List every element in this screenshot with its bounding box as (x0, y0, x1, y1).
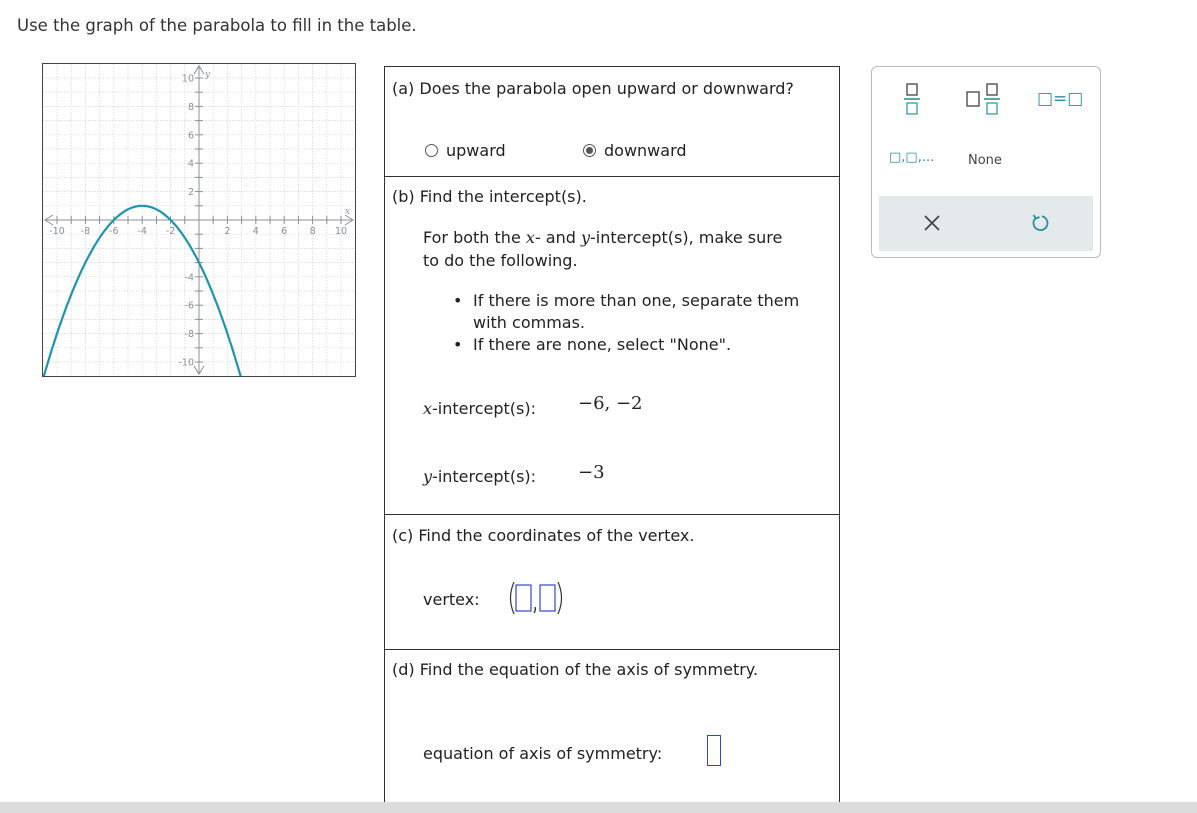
part-b-section (385, 176, 839, 515)
instr-pre: For both the (423, 228, 526, 247)
y-axis-label: y (205, 70, 211, 80)
axis-label: equation of axis of symmetry: (423, 744, 663, 763)
bullet-none: • If there are none, select "None". (473, 334, 731, 356)
radio-downward-circle[interactable] (583, 144, 596, 157)
x-tick-label: -2 (165, 226, 176, 237)
radio-upward-label: upward (446, 141, 506, 160)
y-tick-label: -6 (184, 300, 194, 312)
palette-actions (879, 196, 1093, 251)
part-d-question: (d) Find the equation of the axis of symmetry. (392, 660, 759, 679)
none-button[interactable]: None (968, 153, 1002, 168)
radio-upward-circle[interactable] (425, 144, 438, 157)
parabola-graph (42, 63, 356, 377)
part-c-section (385, 514, 839, 650)
radio-downward[interactable] (583, 141, 687, 160)
x-tick-label: 2 (224, 226, 231, 237)
x-intercept-label-text: -intercept(s): (432, 399, 537, 418)
bullet-multiple (473, 290, 799, 334)
y-tick-label: -4 (184, 272, 194, 284)
instr-line2: to do the following. (423, 251, 578, 270)
list-icon[interactable]: □,□,... (889, 150, 935, 165)
instr-post: -intercept(s), make sure (590, 228, 783, 247)
y-tick-label: 2 (187, 187, 194, 199)
instr-x-var: x (525, 228, 535, 247)
vertex-input[interactable] (506, 580, 566, 616)
x-tick-label: -10 (49, 226, 65, 237)
y-tick-label: -8 (184, 329, 194, 341)
axis-input[interactable] (707, 735, 721, 766)
part-a-question: (a) Does the parabola open upward or downward? (392, 79, 794, 98)
x-tick-label: 6 (281, 226, 288, 237)
clear-icon[interactable] (923, 214, 941, 232)
y-tick-label: -10 (178, 357, 194, 369)
x-tick-label: -4 (137, 226, 147, 237)
x-intercept-label (423, 397, 536, 420)
part-d-section (385, 649, 839, 807)
y-tick-label: 8 (187, 101, 194, 113)
radio-downward-label: downward (604, 141, 687, 160)
y-tick-label: 4 (187, 158, 194, 170)
y-intercept-label (423, 465, 536, 488)
y-intercept-var: y (423, 467, 433, 486)
vertex-label: vertex: (423, 590, 480, 609)
graph-canvas (43, 64, 355, 376)
bullet1-line1: If there is more than one, separate them (473, 291, 800, 310)
x-tick-label: 8 (309, 226, 316, 237)
fraction-icon[interactable] (902, 82, 922, 118)
y-intercept-label-text: -intercept(s): (432, 467, 537, 486)
y-tick-label: 6 (187, 130, 194, 142)
undo-icon[interactable] (1030, 213, 1050, 233)
y-tick-label: 10 (181, 73, 194, 85)
y-intercept-value[interactable]: −3 (578, 462, 605, 483)
question-table (384, 66, 840, 806)
mixed-number-icon[interactable] (964, 82, 1004, 118)
equation-icon[interactable]: □=□ (1037, 89, 1084, 109)
bullet1-line2: with commas. (473, 313, 586, 332)
x-intercept-var: x (423, 399, 433, 418)
instr-mid: - and (534, 228, 581, 247)
math-palette (871, 66, 1101, 258)
x-tick-label: 10 (334, 226, 348, 237)
x-tick-label: 4 (252, 226, 259, 237)
prompt-text: Use the graph of the parabola to fill in the table. (17, 16, 417, 35)
x-tick-label: -6 (109, 226, 119, 237)
radio-upward[interactable] (425, 141, 506, 160)
bottom-scrollbar[interactable] (0, 802, 1197, 813)
part-b-instructions (423, 226, 782, 272)
x-intercept-value[interactable]: −6, −2 (578, 393, 643, 414)
part-c-question: (c) Find the coordinates of the vertex. (392, 526, 695, 545)
part-b-question: (b) Find the intercept(s). (392, 187, 587, 206)
instr-y-var: y (580, 228, 590, 247)
x-axis-label: x (345, 207, 351, 217)
x-tick-label: -8 (80, 226, 91, 237)
part-a-section (385, 67, 839, 177)
